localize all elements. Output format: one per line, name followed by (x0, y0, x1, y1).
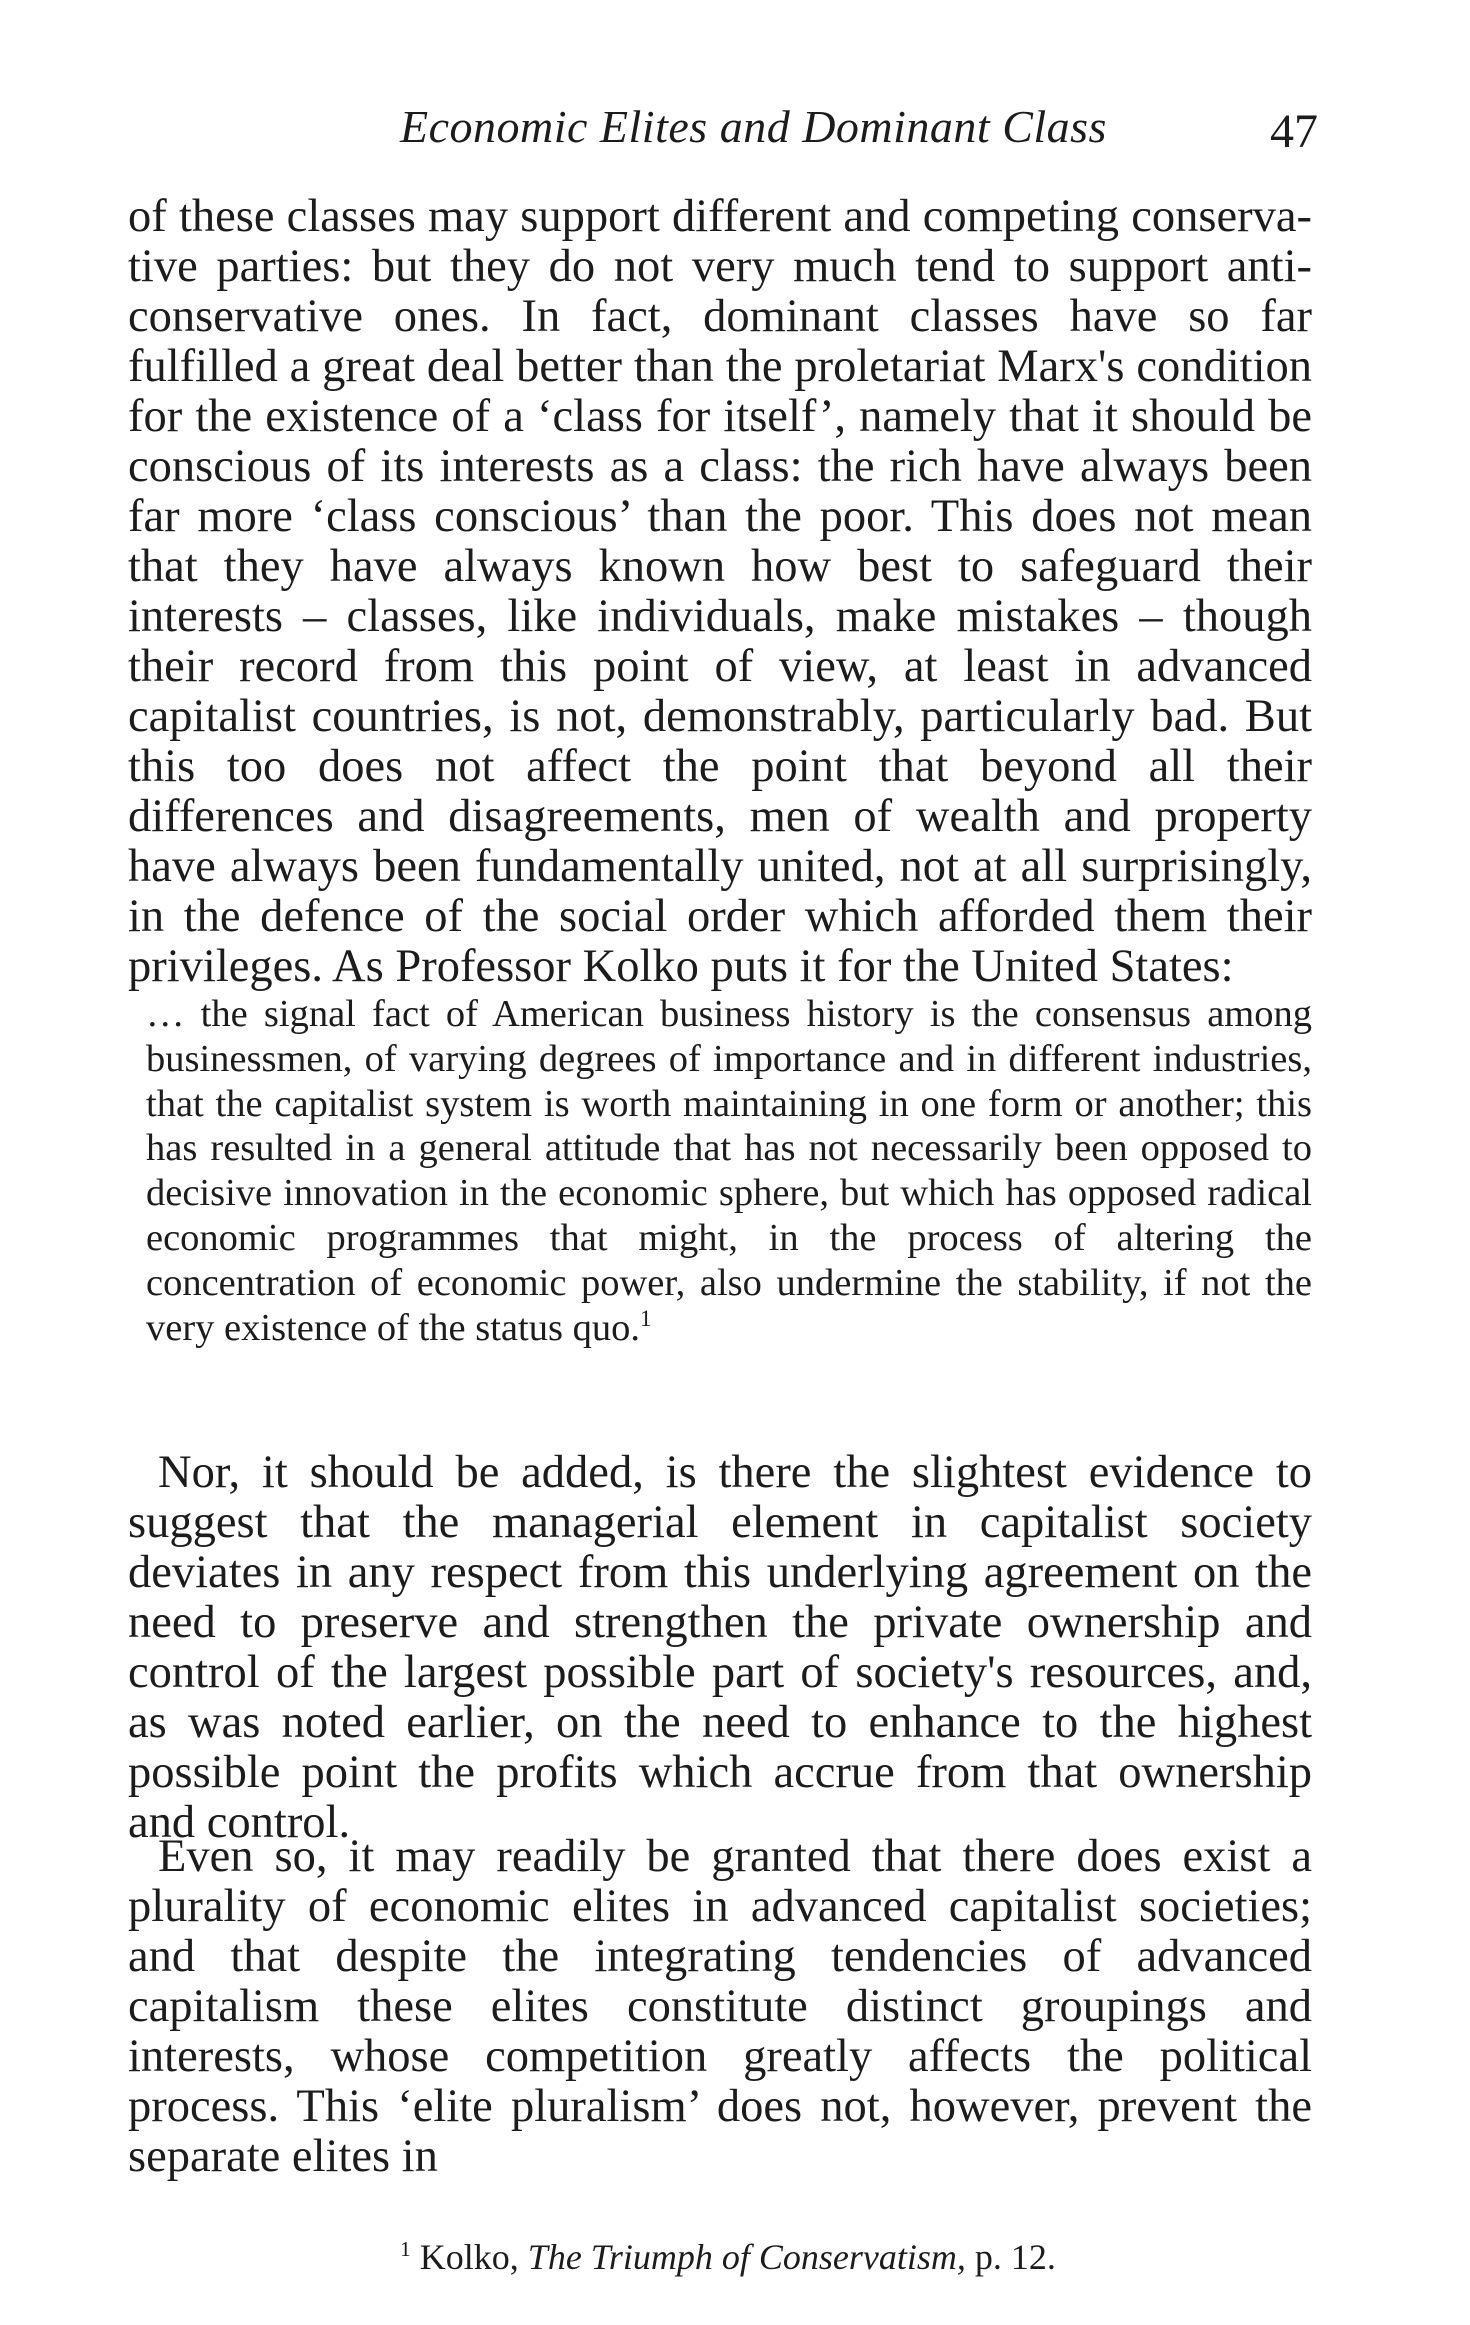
paragraph-3: Even so, it may readily be granted that there does exist a plurality of economic elites in advanced capitalist societies; and that despite the integrating tendencies of advanced capitalism these elites constitute distinct groupings and interests, whose competition greatly affects the political process. This ‘elite pluralism’ does not, however, prevent the separate elites in (128, 1831, 1312, 2182)
footnote-title: The Triumph of Conservatism, (527, 2237, 966, 2277)
footnote-mark: 1 (400, 2237, 411, 2261)
page-number: 47 (1270, 105, 1318, 158)
running-title: Economic Elites and Dominant Class (400, 101, 1107, 152)
paragraph-2: Nor, it should be added, is there the slightest evidence to suggest that the managerial element in capitalist society deviates in any respect from this underlying agreement on the need to preserve and strengthen the private ownership and control of the largest possible part of society's resources, and, as was noted earlier, on the need to enhance to the highest possible point the profits which accrue from that ownership and control. (128, 1447, 1312, 1848)
paragraph-1: of these classes may support different and competing conservative parties: but they do not very much tend to support anticonservative ones. In fact, dominant classes have so far fulfilled a great deal better than the proletariat Marx's condition for the existence of a ‘class for itself’, namely that it should be conscious of its interests as a class: the rich have always been far more ‘class conscious’ than the poor. This does not mean that they have always known how best to safeguard their interests – classes, like individuals, make mistakes – though their record from this point of view, at least in advanced capitalist countries, is not, demonstrably, particularly bad. But this too does not affect the point that beyond all their differences and disagreements, men of wealth and property have always been fundamentally united, not at all surprisingly, in the defence of the social order which afforded them their privileges. As Professor Kolko puts it for the United States: (128, 191, 1312, 992)
block-quote-text: … the signal fact of American business history is the consensus among businessmen, of varying degrees of importance and in different industries, that the capitalist system is worth maintaining in one form or another; this has resulted in a general attitude that has not necessarily been opposed to decisive innovation in the economic sphere, but which has opposed radical economic programmes that might, in the process of altering the concentration of economic power, also undermine the stability, if not the very existence of the status quo. (146, 993, 1312, 1349)
footnote-page: p. 12. (974, 2237, 1056, 2277)
footnote-author: Kolko, (419, 2237, 519, 2277)
footnote-reference: 1 (639, 1304, 652, 1331)
block-quote (146, 992, 1312, 1350)
footnote (400, 2236, 1056, 2278)
